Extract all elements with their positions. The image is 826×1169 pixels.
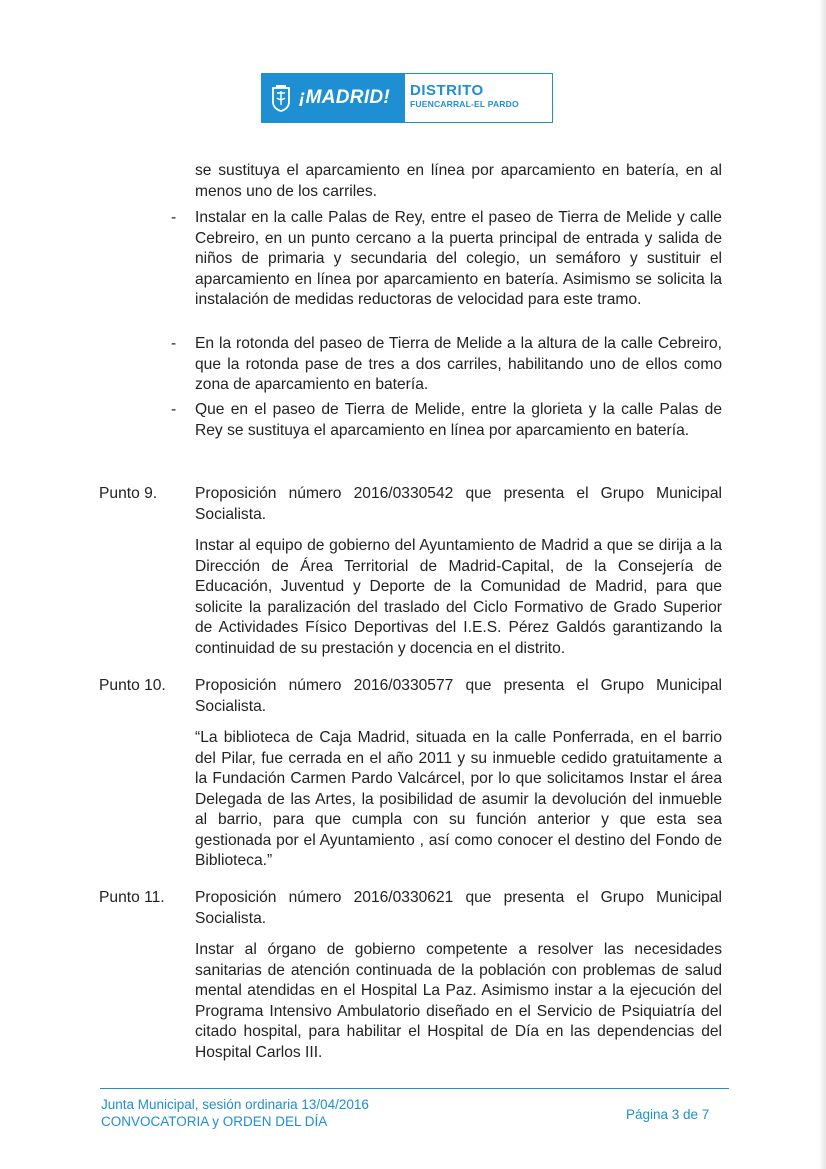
punto-label: Punto 9. (99, 485, 158, 502)
logo-distrito-label: DISTRITO (410, 82, 484, 99)
logo-district-name: FUENCARRAL-EL PARDO (410, 99, 519, 109)
bullet-marker: - (171, 335, 177, 352)
bullet-item: Que en el paseo de Tierra de Melide, entre la glorieta y la calle Palas de Rey se sustituya el aparcamiento en línea por aparcamiento en batería. (195, 401, 722, 439)
bullet-marker: - (171, 401, 177, 418)
madrid-district-logo (261, 73, 553, 123)
page-number: Página 3 de 7 (626, 1107, 710, 1122)
logo-madrid-text: ¡MADRID! (299, 87, 391, 108)
punto-body: Instar al equipo de gobierno del Ayuntamiento de Madrid a que se dirija a la Dirección de Área Territorial de Madrid-Capital, de la Consejería de Educación, Juventud y Deporte de la Comunidad de Madrid, para que solicite la paralización del traslado del Ciclo Formativo de Grado Superior de Actividades Físico Deportivas del I.E.S. Pérez Galdós garantizando la continuidad de su prestación y docencia en el distrito. (195, 537, 722, 657)
footer-document-type: CONVOCATORIA y ORDEN DEL DÍA (101, 1114, 328, 1129)
footer-session-line: Junta Municipal, sesión ordinaria 13/04/2016 (101, 1097, 369, 1112)
bullet-item: En la rotonda del paseo de Tierra de Melide a la altura de la calle Cebreiro, que la rotonda pase de tres a dos carriles, habilitando uno de ellos como zona de aparcamiento en batería. (195, 335, 722, 393)
punto-body: Instar al órgano de gobierno competente a resolver las necesidades sanitarias de atención continuada de la población con problemas de salud mental atendidas en el Hospital La Paz. Asimismo instar a la ejecución del Programa Intensivo Ambulatorio diseñado en el Servicio de Psiquiatría del citado hospital, para habilitar el Hospital de Día en las dependencias del Hospital Carlos III. (195, 941, 722, 1061)
punto-body: “La biblioteca de Caja Madrid, situada en la calle Ponferrada, en el barrio del Pilar, fue cerrada en el año 2011 y su inmueble cedido gratuitamente a la Fundación Carmen Pardo Valcárcel, por lo que solicitamos Instar el área Delegada de las Artes, la posibilidad de asumir la devolución del inmueble al barrio, para que cumpla con su función anterior y que esta sea gestionada por el Ayuntamiento , así como conocer el destino del Fondo de Biblioteca.” (195, 729, 722, 869)
punto-title: Proposición número 2016/0330577 que presenta el Grupo Municipal Socialista. (195, 677, 722, 715)
bullet-item: Instalar en la calle Palas de Rey, entre el paseo de Tierra de Melide y calle Cebreiro, en un punto cercano a la puerta principal de entrada y salida de niños de primaria y secundaria del colegio, un semáforo y sustituir el aparcamiento en línea por aparcamiento en batería. Asimismo se solicita la instalación de medidas reductoras de velocidad para este tramo. (195, 209, 722, 308)
intro-paragraph: se sustituya el aparcamiento en línea por aparcamiento en batería, en al menos uno de los carriles. (195, 162, 722, 200)
footer-session-info (101, 1096, 369, 1130)
punto-label: Punto 11. (99, 889, 165, 906)
page-edge (820, 0, 826, 1169)
logo-district-block (405, 74, 552, 122)
bullet-marker: - (171, 209, 177, 226)
logo-brand-block (262, 74, 405, 122)
madrid-coat-of-arms-icon (271, 84, 291, 112)
punto-title: Proposición número 2016/0330621 que presenta el Grupo Municipal Socialista. (195, 889, 722, 927)
punto-label: Punto 10. (99, 677, 166, 694)
footer-divider (100, 1088, 729, 1089)
punto-title: Proposición número 2016/0330542 que presenta el Grupo Municipal Socialista. (195, 485, 722, 523)
